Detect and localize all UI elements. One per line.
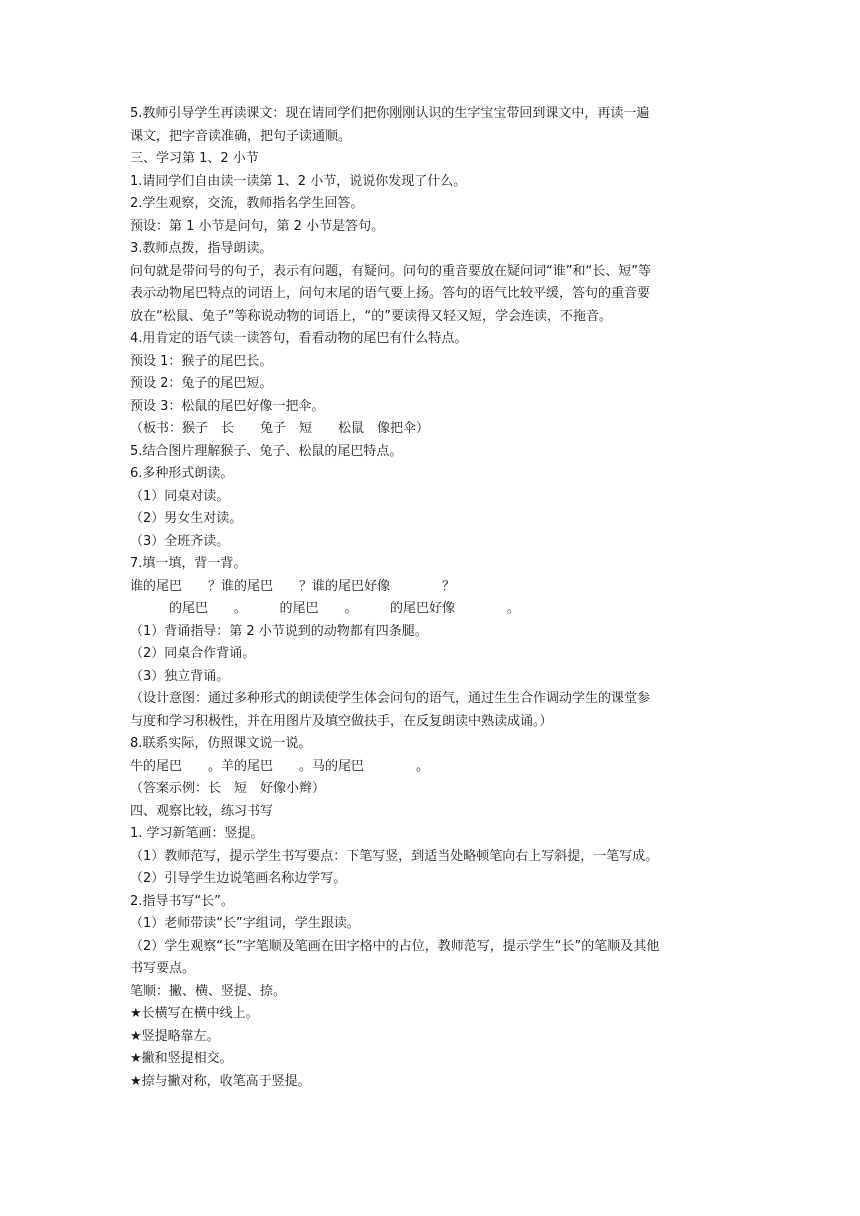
text-line: 3.教师点拨，指导朗读。 [130, 241, 273, 256]
text-line: （设计意图：通过多种形式的朗读使学生体会问句的语气，通过生生合作调动学生的课堂参 [130, 691, 651, 706]
text-line: 1. 学习新笔画：竖提。 [130, 826, 264, 841]
text-line: （2）男女生对读。 [130, 511, 243, 526]
text-line: 问句就是带问号的句子，表示有问题，有疑问。问句的重音要放在疑问词“谁”和“长、短”等 [130, 263, 651, 279]
text-line: 书写要点。 [130, 961, 196, 976]
text-line: 5.结合图片理解猴子、兔子、松鼠的尾巴特点。 [130, 443, 403, 459]
text-line: （板书：猴子 长 兔子 短 松鼠 像把伞） [130, 421, 430, 436]
text-line: （3）独立背诵。 [130, 668, 230, 684]
text-line: （2）同桌合作背诵。 [130, 646, 256, 661]
text-line: （2）引导学生边说笔画名称边学写。 [130, 871, 347, 886]
text-line: 笔顺：撇、横、竖提、捺。 [130, 983, 287, 999]
text-line: 预设 1：猴子的尾巴长。 [130, 353, 273, 369]
text-line: 5.教师引导学生再读课文：现在请同学们把你刚刚认识的生字宝宝带回到课文中，再读一遍 [130, 106, 650, 121]
text-line: 8.联系实际，仿照课文说一说。 [130, 736, 312, 751]
text-line: 预设 2：兔子的尾巴短。 [130, 376, 273, 391]
bullet-line: ★撇和竖提相交。 [130, 1051, 233, 1066]
text-line: （1）老师带读“长”字组词，学生跟读。 [130, 916, 360, 931]
text-line: 放在“松鼠、兔子”等称说动物的词语上，“的”要读得又轻又短，学会连读，不拖音。 [130, 308, 612, 324]
text-line: （3）全班齐读。 [130, 533, 230, 549]
text-line: 4.用肯定的语气读一读答句，看看动物的尾巴有什么特点。 [130, 331, 468, 346]
text-line: 7.填一填，背一背。 [130, 556, 247, 571]
text-line: 6.多种形式朗读。 [130, 466, 234, 481]
section-heading: 四、观察比较，练习书写 [130, 803, 274, 819]
fill-blank-line: 牛的尾巴 。羊的尾巴 。马的尾巴 。 [130, 758, 430, 774]
bullet-line: ★捺与撇对称，收笔高于竖提。 [130, 1073, 311, 1089]
text-line: 预设 3：松鼠的尾巴好像一把伞。 [130, 398, 325, 414]
text-line: 表示动物尾巴特点的词语上，问句末尾的语气要上扬。答句的语气比较平缓，答句的重音要 [130, 286, 651, 301]
text-line: （1）教师范写，提示学生书写要点：下笔写竖，到适当处略顿笔向右上写斜提，一笔写成。 [130, 848, 659, 864]
text-line: 预设：第 1 小节是问句，第 2 小节是答句。 [130, 218, 385, 234]
text-line: 2.指导书写“长”。 [130, 893, 234, 909]
text-line: （答案示例：长 短 好像小辫） [130, 781, 326, 796]
text-line: 课文，把字音读准确，把句子读通顺。 [130, 128, 352, 144]
text-line: （1）背诵指导：第 2 小节说到的动物都有四条腿。 [130, 623, 428, 639]
bullet-line: ★竖提略靠左。 [130, 1028, 220, 1044]
text-line: 1.请同学们自由读一读第 1、2 小节，说说你发现了什么。 [130, 173, 467, 189]
text-line: （1）同桌对读。 [130, 488, 230, 504]
fill-blank-line: 的尾巴 。 的尾巴 。 的尾巴好像 。 [130, 601, 521, 616]
fill-blank-line: 谁的尾巴 ？谁的尾巴 ？谁的尾巴好像 ？ [130, 578, 456, 594]
document-body [130, 103, 740, 1093]
text-line: 与度和学习积极性，并在用图片及填空做扶手，在反复朗读中熟读成诵。） [130, 713, 553, 729]
section-heading: 三、学习第 1、2 小节 [130, 151, 259, 166]
text-line: 2.学生观察，交流，教师指名学生回答。 [130, 196, 364, 211]
bullet-line: ★长横写在横中线上。 [130, 1006, 259, 1021]
text-line: （2）学生观察“长”字笔顺及笔画在田字格中的占位，教师范写，提示学生“长”的笔顺及其他 [130, 938, 660, 954]
